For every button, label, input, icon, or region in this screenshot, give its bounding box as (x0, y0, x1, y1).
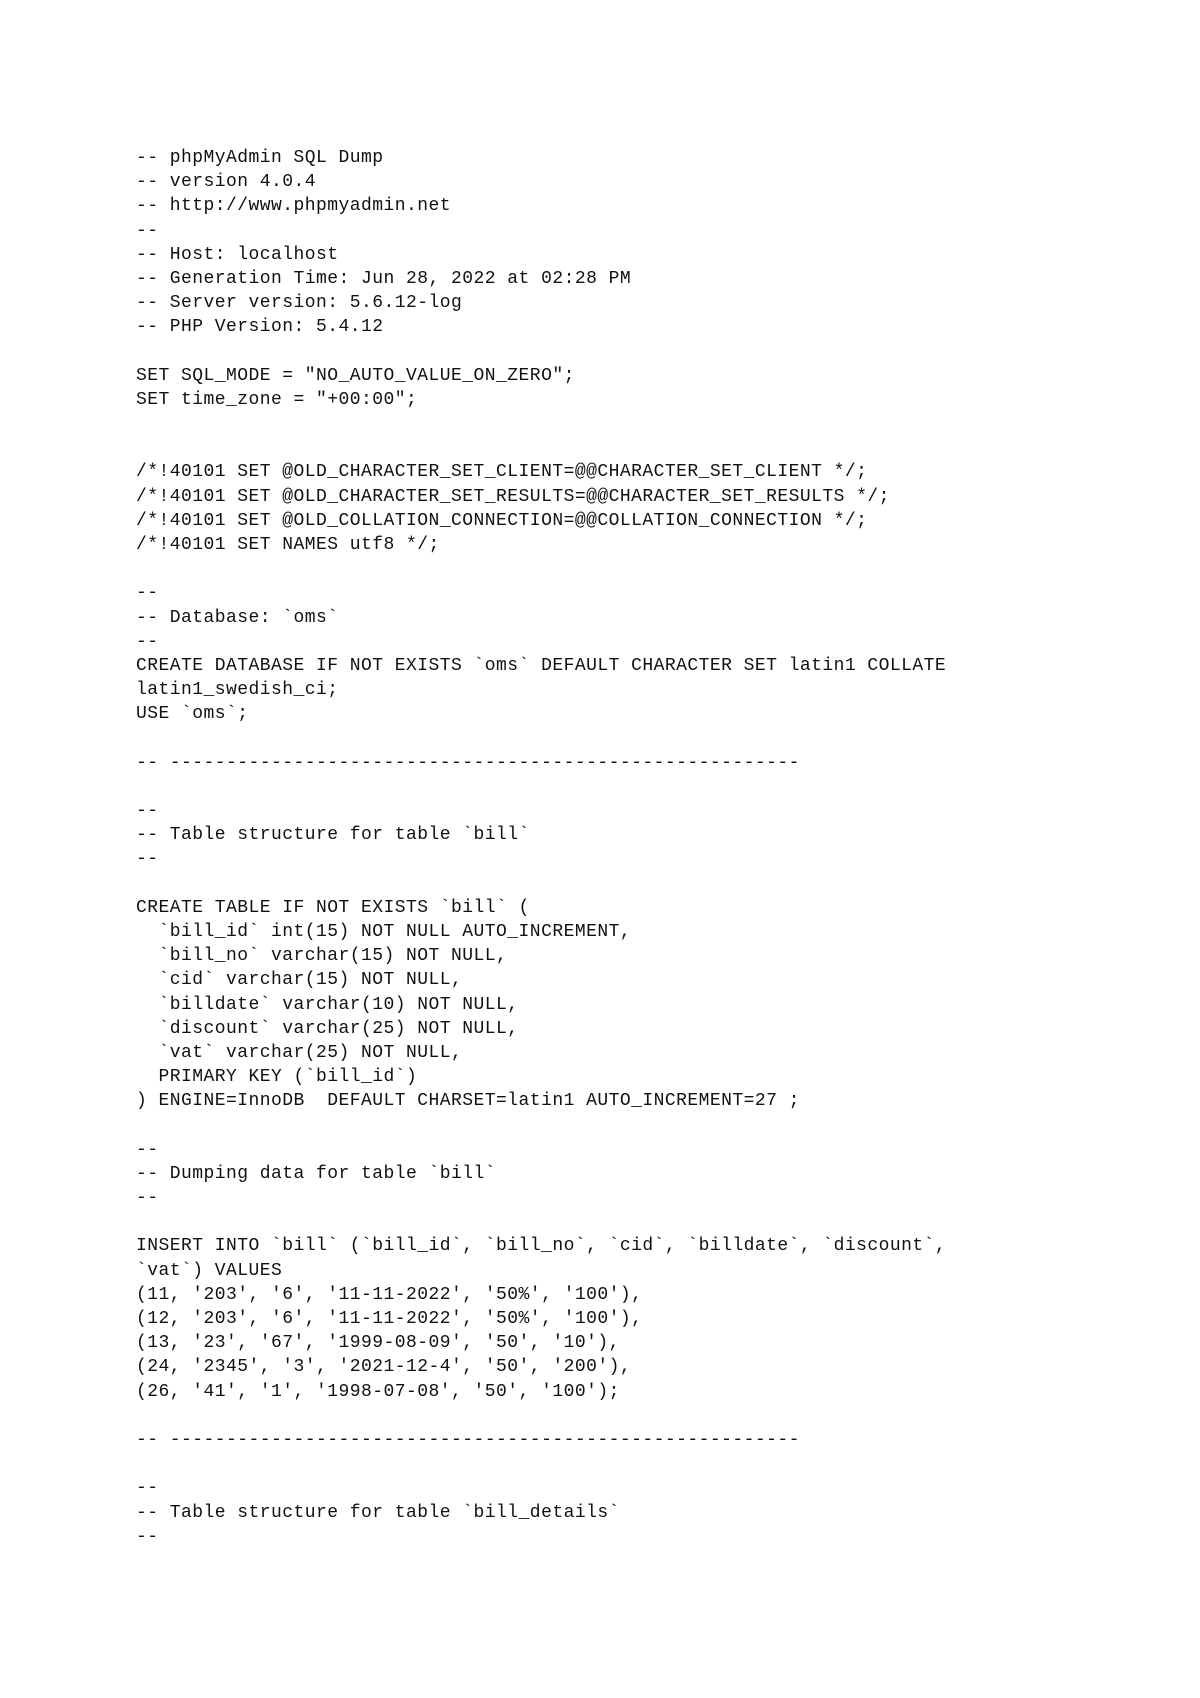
code-line: -- (136, 1188, 159, 1209)
code-line: (24, '2345', '3', '2021-12-4', '50', '200'), (136, 1357, 632, 1378)
code-line (136, 1210, 1136, 1234)
code-line (136, 727, 1136, 751)
code-line: -- -------------------------------------------------------- (136, 1429, 800, 1450)
code-line: -- Generation Time: Jun 28, 2022 at 02:28 PM (136, 268, 632, 289)
code-line: -- phpMyAdmin SQL Dump (136, 148, 384, 168)
code-line: -- (136, 583, 159, 604)
code-line (136, 1452, 1136, 1476)
code-line: -- Server version: 5.6.12-log (136, 293, 463, 314)
code-line: (26, '41', '1', '1998-07-08', '50', '100'); (136, 1381, 620, 1402)
code-line: USE `oms`; (136, 704, 249, 725)
code-line (136, 872, 1136, 896)
code-line: latin1_swedish_ci; (136, 680, 339, 701)
code-line (136, 340, 1136, 364)
code-line: (12, '203', '6', '11-11-2022', '50%', '100'), (136, 1309, 643, 1329)
code-line (136, 1114, 1136, 1138)
code-line: CREATE TABLE IF NOT EXISTS `bill` ( (136, 897, 530, 918)
code-line (136, 775, 1136, 799)
code-line: -- version 4.0.4 (136, 172, 317, 193)
code-line: SET time_zone = "+00:00"; (136, 389, 418, 410)
code-line: -- (136, 1139, 159, 1160)
code-line: INSERT INTO `bill` (`bill_id`, `bill_no`, `cid`, `billdate`, `discount`, (136, 1236, 947, 1257)
code-line: -- Database: `oms` (136, 607, 339, 628)
code-line (136, 557, 1136, 581)
code-line: -- PHP Version: 5.4.12 (136, 317, 384, 338)
code-line: -- Table structure for table `bill` (136, 825, 530, 846)
code-line: -- (136, 801, 159, 822)
code-line: CREATE DATABASE IF NOT EXISTS `oms` DEFAULT CHARACTER SET latin1 COLLATE (136, 655, 947, 676)
code-line: SET SQL_MODE = "NO_AUTO_VALUE_ON_ZERO"; (136, 365, 575, 386)
code-line: -- Host: localhost (136, 244, 339, 265)
code-line: -- (136, 1478, 159, 1499)
code-line: `vat`) VALUES (136, 1260, 283, 1281)
code-line: `billdate` varchar(10) NOT NULL, (136, 994, 519, 1015)
code-line: (13, '23', '67', '1999-08-09', '50', '10'), (136, 1333, 620, 1354)
code-line: -- (136, 631, 159, 652)
code-line: ) ENGINE=InnoDB DEFAULT CHARSET=latin1 AUTO_INCREMENT=27 ; (136, 1091, 800, 1112)
code-line (136, 1404, 1136, 1428)
code-line: (11, '203', '6', '11-11-2022', '50%', '100'), (136, 1284, 643, 1305)
code-line: `discount` varchar(25) NOT NULL, (136, 1018, 519, 1039)
code-line: `bill_id` int(15) NOT NULL AUTO_INCREMENT, (136, 922, 632, 942)
code-line: `bill_no` varchar(15) NOT NULL, (136, 946, 508, 967)
code-line: -- (136, 1526, 159, 1547)
code-line: -- Dumping data for table `bill` (136, 1163, 497, 1184)
code-line: /*!40101 SET @OLD_COLLATION_CONNECTION=@@COLLATION_CONNECTION */; (136, 510, 868, 531)
code-line (136, 412, 1136, 436)
code-line: -- Table structure for table `bill_details` (136, 1502, 620, 1523)
code-line: -- -------------------------------------------------------- (136, 752, 800, 773)
code-line: /*!40101 SET @OLD_CHARACTER_SET_CLIENT=@@CHARACTER_SET_CLIENT */; (136, 462, 868, 483)
code-line (136, 436, 1136, 460)
code-line: PRIMARY KEY (`bill_id`) (136, 1067, 418, 1088)
code-line: /*!40101 SET NAMES utf8 */; (136, 535, 440, 555)
code-line: -- http://www.phpmyadmin.net (136, 196, 452, 217)
code-line: /*!40101 SET @OLD_CHARACTER_SET_RESULTS=@@CHARACTER_SET_RESULTS */; (136, 486, 890, 507)
sql-dump-text (136, 146, 1136, 1549)
code-line: -- (136, 849, 159, 870)
code-line: `cid` varchar(15) NOT NULL, (136, 970, 463, 991)
code-line: -- (136, 220, 159, 241)
code-line: `vat` varchar(25) NOT NULL, (136, 1042, 463, 1063)
